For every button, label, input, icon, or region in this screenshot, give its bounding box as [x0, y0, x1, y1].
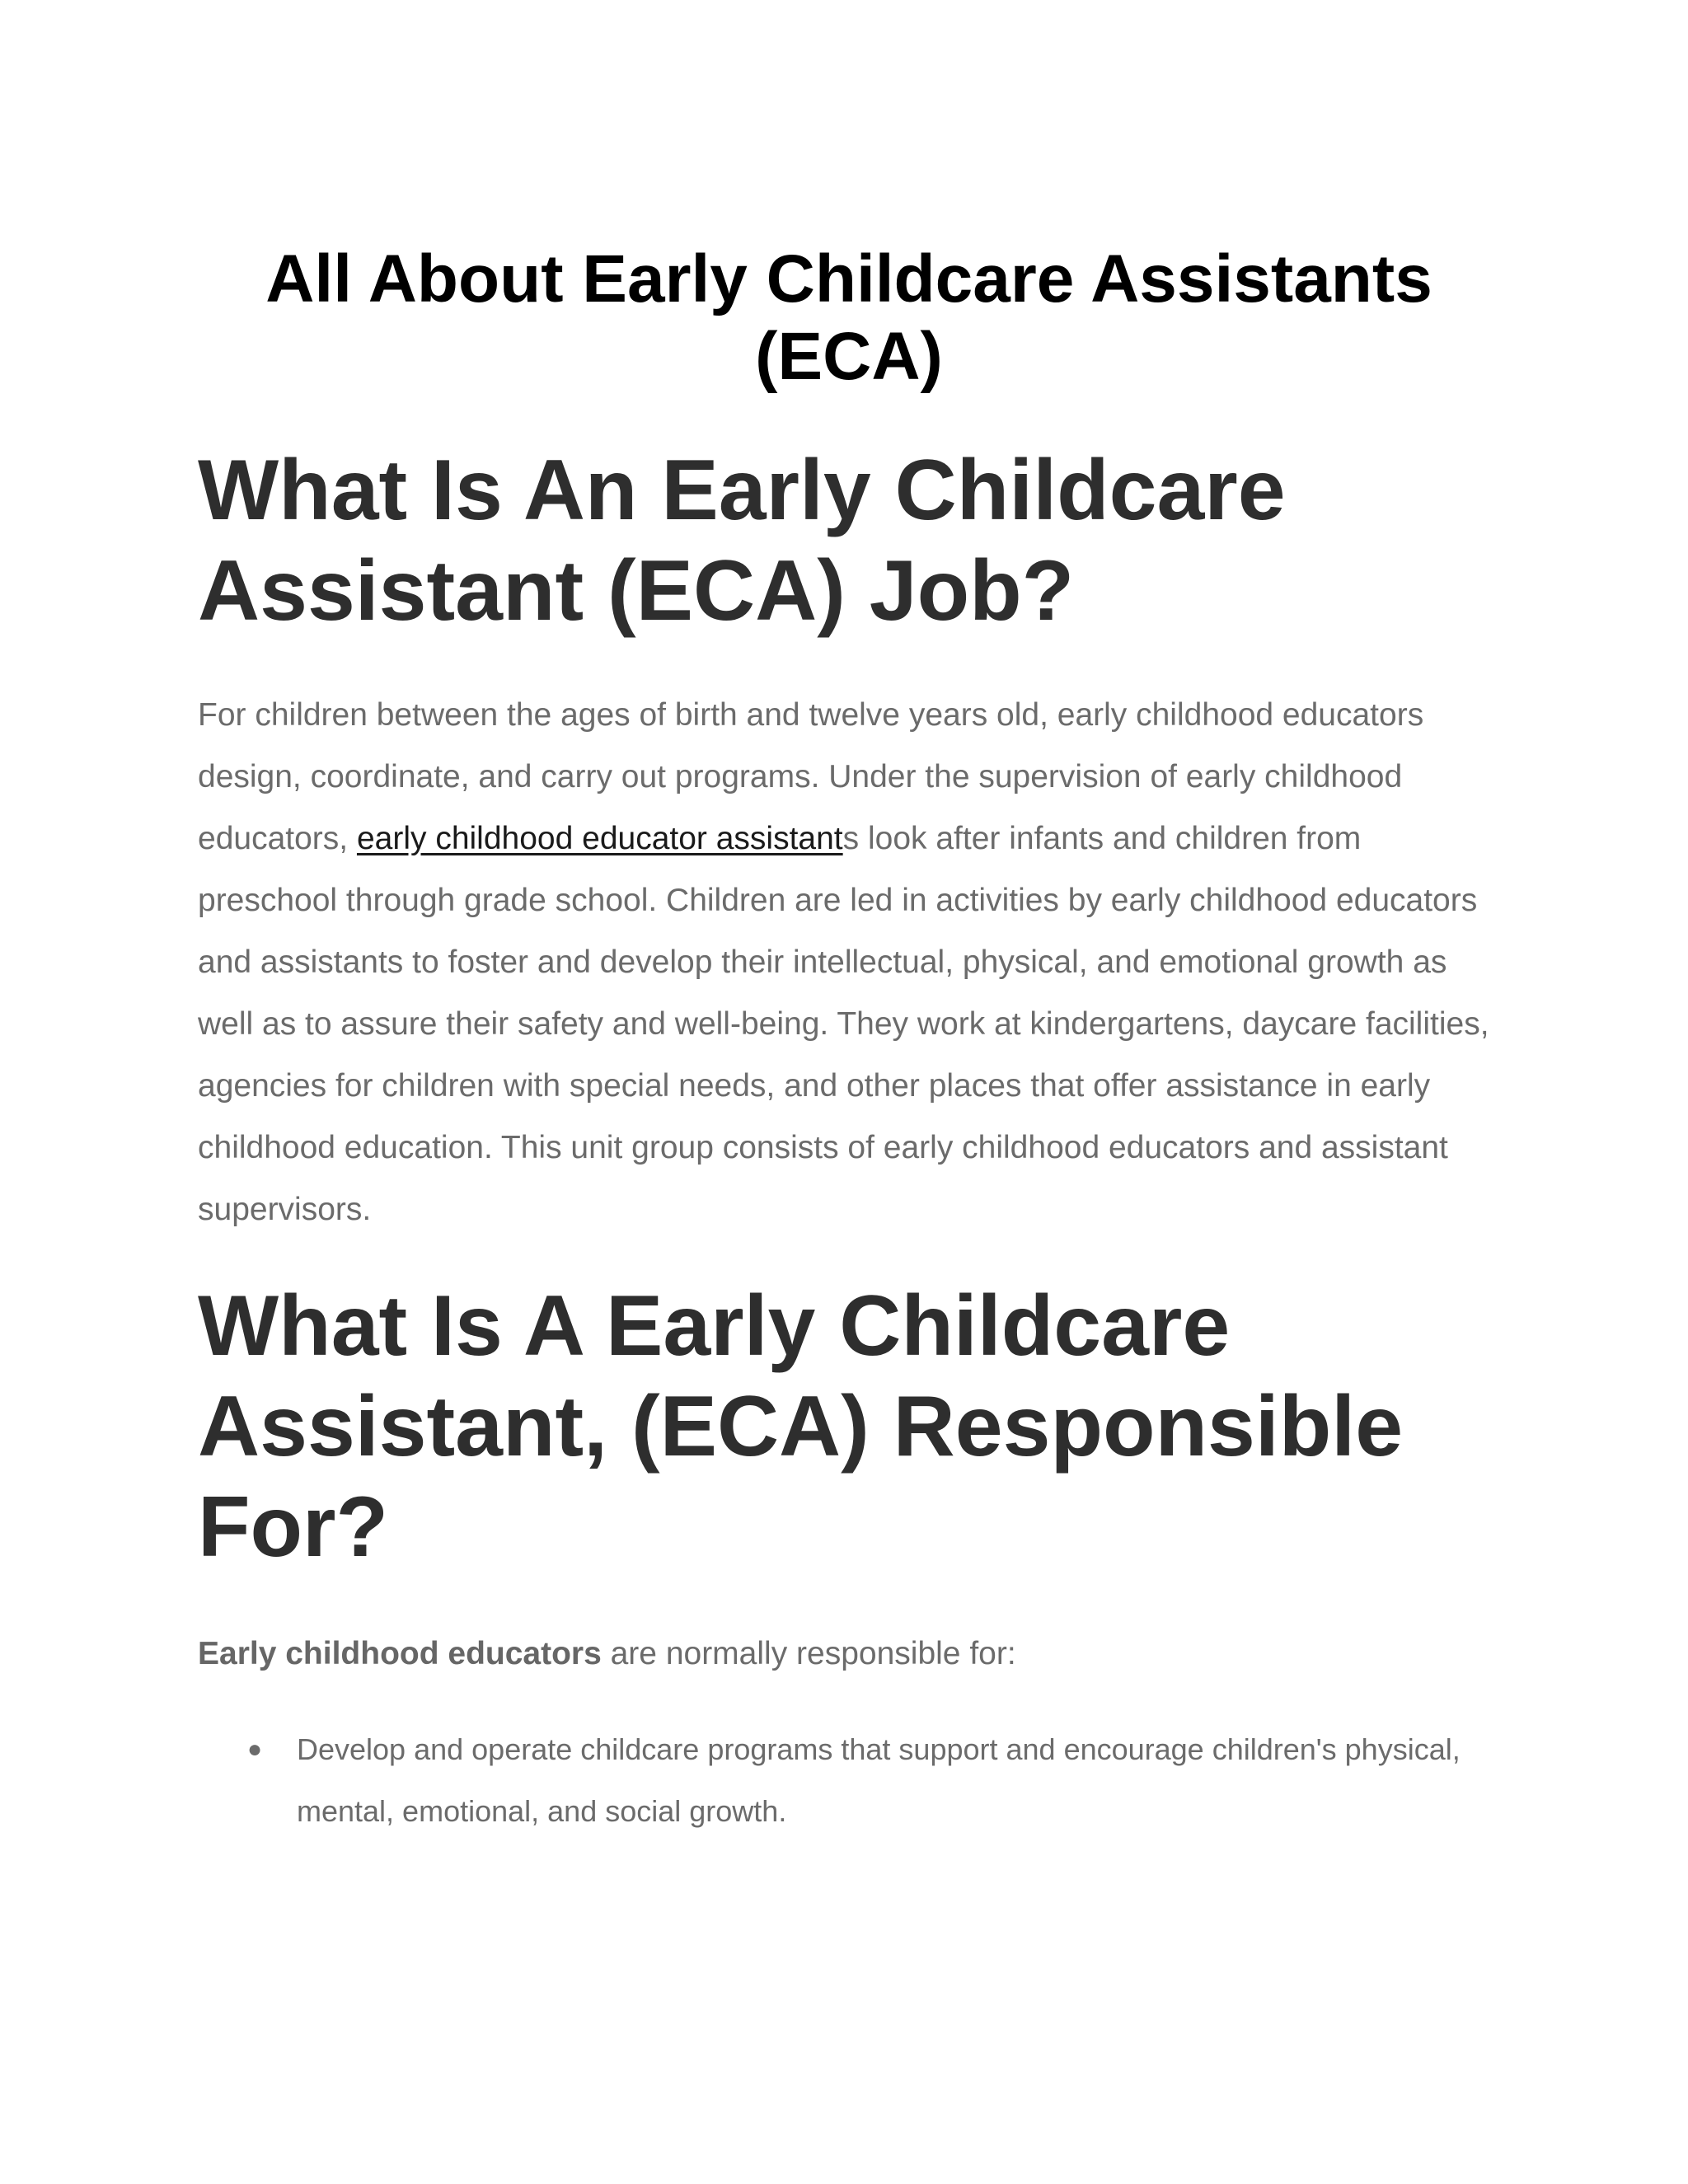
intro-bold-text: Early childhood educators	[198, 1636, 602, 1671]
educator-assistant-link[interactable]: early childhood educator assistant	[356, 821, 843, 856]
section-heading-eca-job: What Is An Early Childcare Assistant (ECA) Job?	[198, 443, 1286, 639]
intro-text: are normally responsible for:	[601, 1636, 1016, 1671]
responsibilities-intro	[198, 1623, 1500, 1685]
bullet-icon: ●	[247, 1736, 263, 1763]
paragraph-text: For children between the ages of birth and twelve years old, early childhood educators design, coordinate, and carry out programs. Under the supervision of early childhood educators,	[198, 697, 1424, 856]
paragraph-text: s look after infants and children from preschool through grade school. Children are led in activities by early childhood educators and assistants to foster and develop their intellectual, physical, and emotional growth as well as to assure their safety and well-being. They work at kindergartens, daycare facilities, agencies for children with special needs, and other places that offer assistance in early childhood education. This unit group consists of early childhood educators and assistant supervisors.	[198, 821, 1489, 1227]
document-title: All About Early Childcare Assistants (ECA)	[265, 241, 1432, 394]
section-heading-eca-responsibilities: What Is A Early Childcare Assistant, (ECA) Responsible For?	[198, 1278, 1404, 1575]
list-item-text: Develop and operate childcare programs that support and encourage children's physical, mental, emotional, and social growth.	[297, 1732, 1461, 1828]
list-item	[198, 1718, 1500, 1842]
section-paragraph-eca-job	[198, 684, 1500, 1240]
responsibilities-list	[198, 1718, 1500, 1842]
